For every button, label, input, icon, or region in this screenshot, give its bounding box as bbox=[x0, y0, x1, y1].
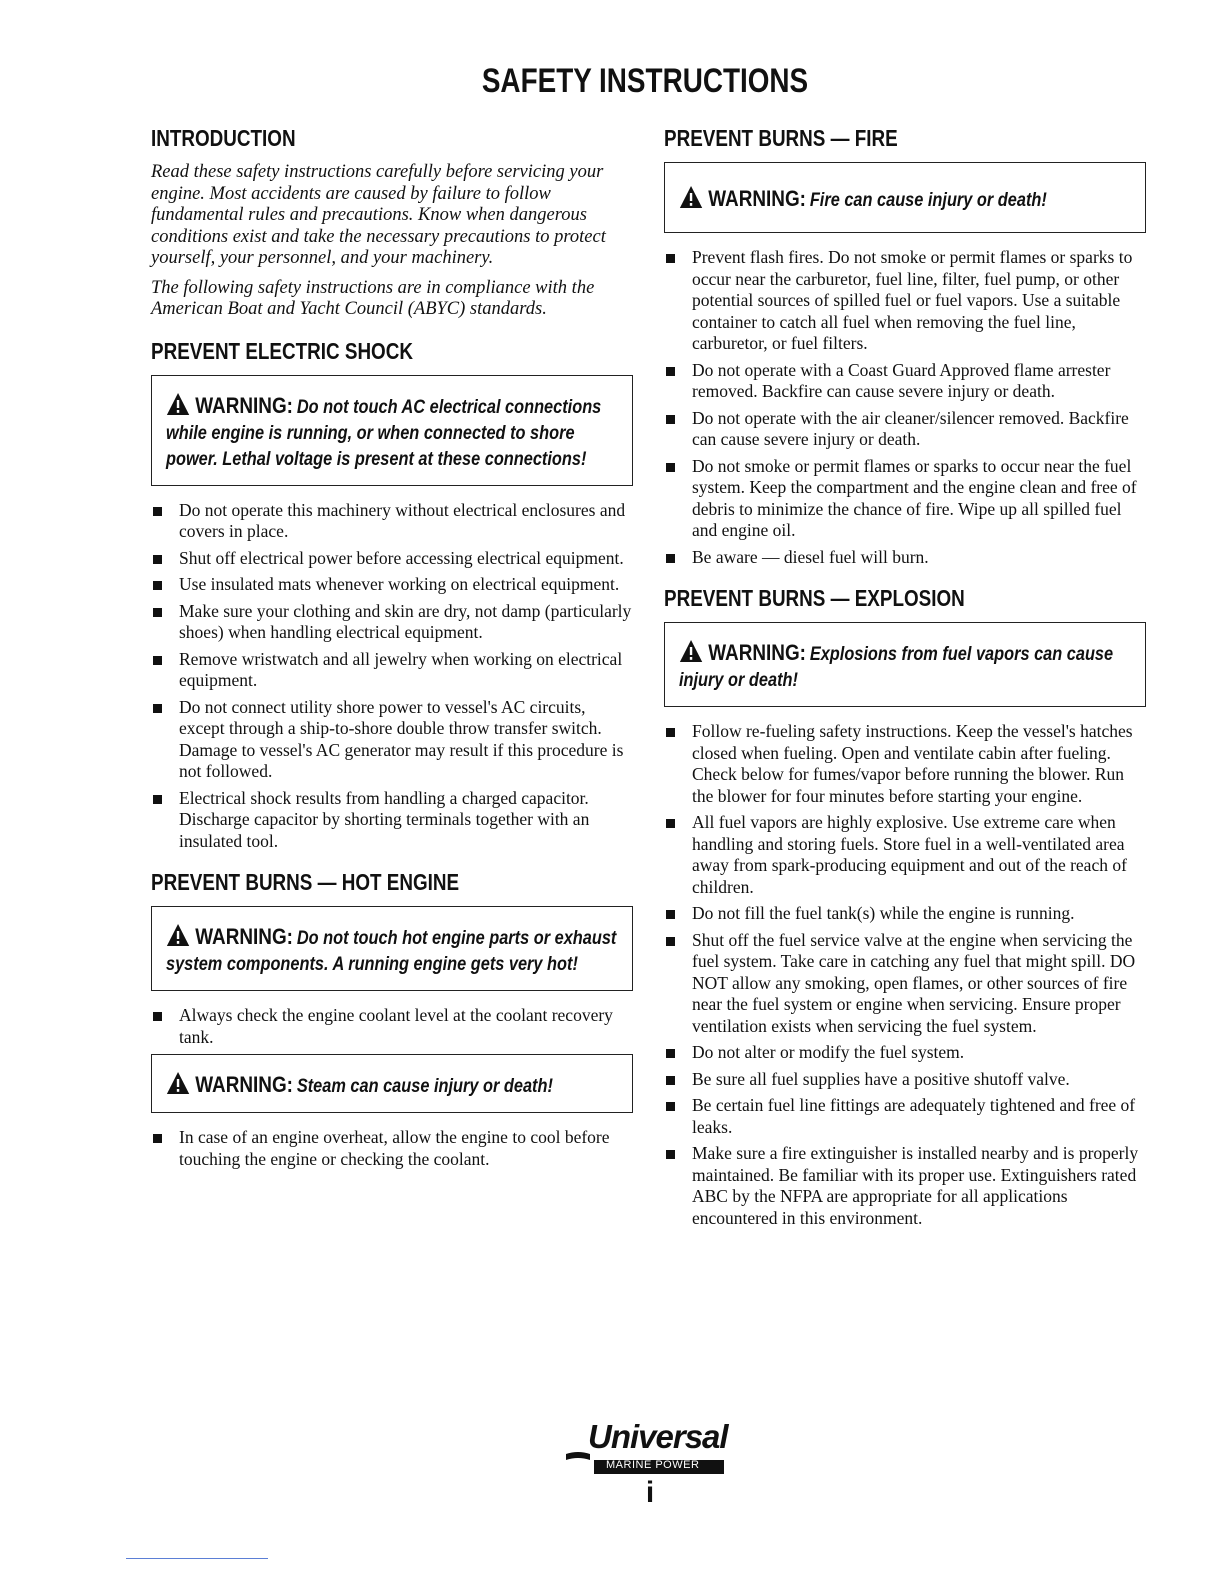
warning-triangle-icon bbox=[166, 392, 190, 416]
list-item: Make sure your clothing and skin are dry, not damp (particularly shoes) when handling electrical equipment. bbox=[151, 601, 633, 644]
steam-warning-box bbox=[151, 1054, 633, 1113]
electric-shock-section bbox=[151, 335, 633, 853]
warning-triangle-icon bbox=[166, 923, 190, 947]
warning-text: Explosions from fuel vapors can cause injury or death! bbox=[679, 644, 1114, 691]
list-item: Do not smoke or permit flames or sparks to occur near the fuel system. Keep the compartment and the engine clean and free of debris to minimize the chance of fire. Wipe up all spilled fuel and engine oil. bbox=[664, 456, 1146, 542]
list-item: Always check the engine coolant level at the coolant recovery tank. bbox=[151, 1005, 633, 1048]
page-number: i bbox=[645, 1476, 655, 1509]
explosion-warning-box bbox=[664, 622, 1146, 707]
list-item: Do not alter or modify the fuel system. bbox=[664, 1042, 1146, 1064]
list-item: Shut off the fuel service valve at the engine when servicing the fuel system. Take care in catching any fuel that might spill. DO NOT allow any smoking, open flames, or other sources of fire near the fuel system or engine when servicing. Ensure proper ventilation exists when servicing the fuel system. bbox=[664, 930, 1146, 1038]
warning-triangle-icon bbox=[679, 639, 703, 663]
introduction-paragraph-2: The following safety instructions are in compliance with the American Boat and Yacht Council (ABYC) standards. bbox=[151, 277, 595, 319]
explosion-section bbox=[664, 582, 1146, 1229]
list-item: Be aware — diesel fuel will burn. bbox=[664, 547, 1146, 569]
list-item: Use insulated mats whenever working on electrical equipment. bbox=[151, 574, 633, 596]
list-item: Shut off electrical power before accessing electrical equipment. bbox=[151, 548, 633, 570]
warning-text: Fire can cause injury or death! bbox=[809, 190, 1047, 211]
logo-tagline: MARINE POWER bbox=[606, 1459, 700, 1471]
list-item: Electrical shock results from handling a charged capacitor. Discharge capacitor by shorting terminals together with an insulated tool. bbox=[151, 788, 633, 853]
warning-text: Do not touch AC electrical connections while engine is running, or when connected to shore power. Lethal voltage is present at these connections! bbox=[166, 396, 602, 470]
footer-divider bbox=[126, 1558, 268, 1559]
hot-engine-warning-box bbox=[151, 906, 633, 991]
list-item: Do not operate with a Coast Guard Approved flame arrester removed. Backfire can cause severe injury or death. bbox=[664, 360, 1146, 403]
list-item: Do not fill the fuel tank(s) while the engine is running. bbox=[664, 903, 1146, 925]
warning-triangle-icon bbox=[679, 185, 703, 209]
steam-list bbox=[151, 1127, 633, 1170]
introduction-heading: INTRODUCTION bbox=[151, 125, 296, 151]
hot-engine-list bbox=[151, 1005, 633, 1048]
list-item: Prevent flash fires. Do not smoke or permit flames or sparks to occur near the carburetor, fuel line, filter, fuel pump, or other potential sources of spilled fuel or fuel vapors. Use a suitable container to catch all fuel when removing the fuel line, carburetor, or fuel filters. bbox=[664, 247, 1146, 355]
page-title: SAFETY INSTRUCTIONS bbox=[481, 62, 809, 100]
warning-triangle-icon bbox=[166, 1071, 190, 1095]
electric-shock-list bbox=[151, 500, 633, 853]
warning-label: WARNING: bbox=[708, 186, 806, 211]
list-item: In case of an engine overheat, allow the engine to cool before touching the engine or checking the coolant. bbox=[151, 1127, 633, 1170]
warning-text: Steam can cause injury or death! bbox=[296, 1076, 553, 1097]
hot-engine-heading: PREVENT BURNS — HOT ENGINE bbox=[151, 869, 460, 895]
list-item: Remove wristwatch and all jewelry when working on electrical equipment. bbox=[151, 649, 633, 692]
list-item: Be certain fuel line fittings are adequately tightened and free of leaks. bbox=[664, 1095, 1146, 1138]
fire-heading: PREVENT BURNS — FIRE bbox=[664, 125, 898, 151]
list-item: Be sure all fuel supplies have a positive shutoff valve. bbox=[664, 1069, 1146, 1091]
left-column bbox=[151, 122, 633, 1184]
list-item: All fuel vapors are highly explosive. Use extreme care when handling and storing fuels. Store fuel in a well-ventilated area away from spark-producing equipment and out of the reach of children. bbox=[664, 812, 1146, 898]
warning-label: WARNING: bbox=[195, 1072, 293, 1097]
list-item: Do not operate this machinery without electrical enclosures and covers in place. bbox=[151, 500, 633, 543]
fire-section bbox=[664, 122, 1146, 568]
introduction-section bbox=[151, 122, 633, 321]
warning-label: WARNING: bbox=[195, 392, 293, 418]
explosion-list bbox=[664, 721, 1146, 1229]
right-column bbox=[664, 122, 1146, 1243]
list-item: Follow re-fueling safety instructions. Keep the vessel's hatches closed when fueling. Open and ventilate cabin after fueling. Check below for fumes/vapor before running the blower. Run the blower for four minutes before starting your engine. bbox=[664, 721, 1146, 807]
warning-label: WARNING: bbox=[708, 640, 806, 665]
explosion-heading: PREVENT BURNS — EXPLOSION bbox=[664, 585, 965, 611]
list-item: Do not connect utility shore power to vessel's AC circuits, except through a ship-to-shore double throw transfer switch. Damage to vessel's AC generator may result if this procedure is not followed. bbox=[151, 697, 633, 783]
electric-shock-warning-box bbox=[151, 375, 633, 486]
universal-marine-power-logo bbox=[564, 1418, 728, 1476]
fire-list bbox=[664, 247, 1146, 568]
fire-warning-box bbox=[664, 162, 1146, 233]
list-item: Make sure a fire extinguisher is installed nearby and is properly maintained. Be familiar with its proper use. Extinguishers rated ABC by the NFPA are appropriate for all applications encountered in this environment. bbox=[664, 1143, 1146, 1229]
logo-brand: Universal bbox=[588, 1418, 728, 1455]
hot-engine-section bbox=[151, 866, 633, 1170]
warning-label: WARNING: bbox=[195, 924, 293, 949]
introduction-paragraph-1: Read these safety instructions carefully before servicing your engine. Most accidents are caused by failure to follow fundamental rules and precautions. Know when dangerous conditions exist and take the necessary precautions to protect yourself, your personnel, and your machinery. bbox=[151, 162, 606, 268]
electric-shock-heading: PREVENT ELECTRIC SHOCK bbox=[151, 337, 413, 364]
warning-text: Do not touch hot engine parts or exhaust system components. A running engine gets very hot! bbox=[166, 928, 617, 975]
list-item: Do not operate with the air cleaner/silencer removed. Backfire can cause severe injury or death. bbox=[664, 408, 1146, 451]
